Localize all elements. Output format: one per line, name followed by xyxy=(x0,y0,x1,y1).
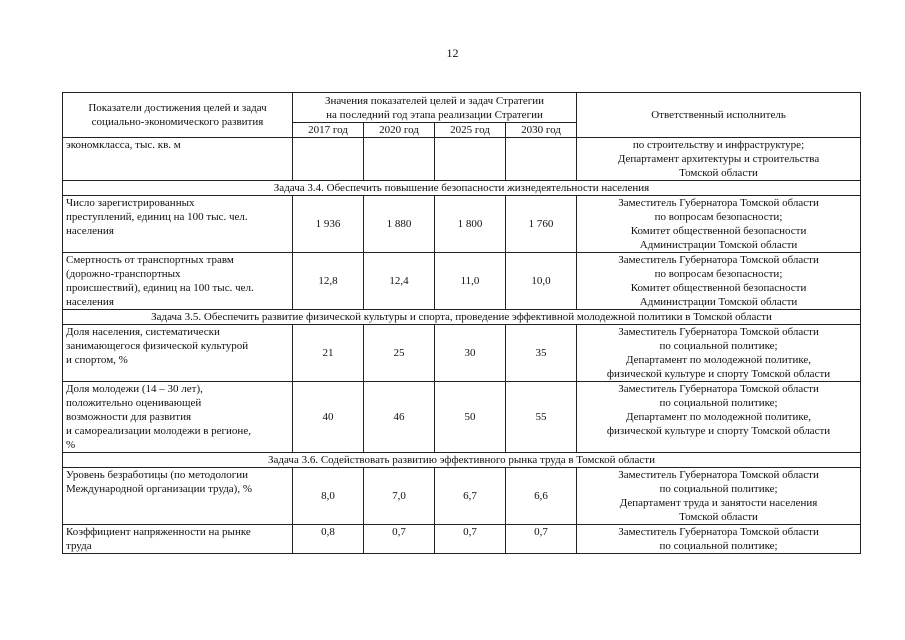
responsible-line: по вопросам безопасности; xyxy=(654,211,783,223)
indicator-line: и спортом, % xyxy=(66,354,128,366)
indicator-cell xyxy=(63,382,293,453)
value-cell xyxy=(364,138,435,181)
indicator-line: возможности для развития xyxy=(66,411,192,423)
header-values-line: Значения показателей целей и задач Стратегии xyxy=(324,94,545,107)
header-indicator-line: социально-экономического развития xyxy=(91,116,264,128)
indicator-line: (дорожно-транспортных xyxy=(66,268,181,280)
indicator-line: положительно оценивающей xyxy=(66,397,202,409)
responsible-line: Томской области xyxy=(679,167,758,179)
value-cell: 1 880 xyxy=(364,196,435,253)
indicator-line: Доля населения, систематически xyxy=(66,326,220,338)
indicator-line: населения xyxy=(66,225,114,237)
task-row xyxy=(63,310,861,325)
indicator-cell xyxy=(63,468,293,525)
value-cell: 0,8 xyxy=(293,525,364,554)
value-cell: 12,8 xyxy=(293,253,364,310)
responsible-cell xyxy=(577,468,861,525)
header-year: 2020 год xyxy=(364,123,435,138)
indicator-line: и самореализации молодежи в регионе, xyxy=(66,425,251,437)
indicator-line: населения xyxy=(66,296,114,308)
responsible-line: Заместитель Губернатора Томской области xyxy=(618,197,819,209)
responsible-line: Заместитель Губернатора Томской области xyxy=(618,526,819,538)
responsible-line: физической культуре и спорту Томской области xyxy=(606,425,831,437)
indicator-cell xyxy=(63,325,293,382)
task-row xyxy=(63,181,861,196)
value-cell xyxy=(435,138,506,181)
responsible-line: Комитет общественной безопасности xyxy=(630,282,807,294)
table-body xyxy=(63,138,861,554)
task-row xyxy=(63,453,861,468)
header-values xyxy=(293,93,577,123)
responsible-line: по социальной политике; xyxy=(659,397,778,409)
header-year: 2030 год xyxy=(506,123,577,138)
indicator-cell xyxy=(63,196,293,253)
task-heading: Задача 3.6. Содействовать развитию эффективного рынка труда в Томской области xyxy=(63,453,861,468)
responsible-line: Департамент по молодежной политике, xyxy=(626,411,812,423)
responsible-line: по строительству и инфраструктуре; xyxy=(632,139,805,151)
responsible-line: по социальной политике; xyxy=(659,540,778,552)
responsible-line: Комитет общественной безопасности xyxy=(630,225,807,237)
responsible-line: Администрации Томской области xyxy=(639,239,798,251)
responsible-line: Томской области xyxy=(679,511,758,523)
responsible-cell xyxy=(577,253,861,310)
responsible-cell xyxy=(577,525,861,554)
responsible-cell xyxy=(577,382,861,453)
indicators-table xyxy=(62,92,861,554)
indicator-line: Доля молодежи (14 – 30 лет), xyxy=(66,383,203,395)
responsible-line: Департамент архитектуры и строительства xyxy=(617,153,820,165)
value-cell: 35 xyxy=(506,325,577,382)
value-cell: 11,0 xyxy=(435,253,506,310)
responsible-line: Заместитель Губернатора Томской области xyxy=(618,469,819,481)
indicator-line: труда xyxy=(66,540,92,552)
value-cell: 8,0 xyxy=(293,468,364,525)
header-year: 2025 год xyxy=(435,123,506,138)
value-cell: 6,6 xyxy=(506,468,577,525)
indicator-line: занимающегося физической культурой xyxy=(66,340,249,352)
indicator-line: % xyxy=(66,439,76,451)
value-cell: 21 xyxy=(293,325,364,382)
header-indicator xyxy=(63,93,293,138)
table-row xyxy=(63,138,861,181)
header-responsible: Ответственный исполнитель xyxy=(577,93,861,138)
table-row xyxy=(63,253,861,310)
value-cell xyxy=(293,138,364,181)
responsible-line: Департамент труда и занятости населения xyxy=(619,497,818,509)
indicator-line: происшествий), единиц на 100 тыс. чел. xyxy=(66,282,254,294)
responsible-line: по социальной политике; xyxy=(659,340,778,352)
value-cell: 12,4 xyxy=(364,253,435,310)
value-cell: 6,7 xyxy=(435,468,506,525)
value-cell: 46 xyxy=(364,382,435,453)
responsible-line: по социальной политике; xyxy=(659,483,778,495)
task-heading: Задача 3.4. Обеспечить повышение безопасности жизнедеятельности населения xyxy=(63,181,861,196)
responsible-line: физической культуре и спорту Томской области xyxy=(606,368,831,380)
value-cell: 55 xyxy=(506,382,577,453)
header-values-line: на последний год этапа реализации Стратегии xyxy=(326,108,543,121)
responsible-line: Заместитель Губернатора Томской области xyxy=(618,326,819,338)
table-row xyxy=(63,325,861,382)
value-cell: 1 936 xyxy=(293,196,364,253)
table-row xyxy=(63,525,861,554)
table-row xyxy=(63,468,861,525)
value-cell: 0,7 xyxy=(435,525,506,554)
value-cell: 50 xyxy=(435,382,506,453)
value-cell xyxy=(506,138,577,181)
value-cell: 7,0 xyxy=(364,468,435,525)
task-heading: Задача 3.5. Обеспечить развитие физической культуры и спорта, проведение эффективной молодежной политики в Томской области xyxy=(63,310,861,325)
responsible-line: Администрации Томской области xyxy=(639,296,798,308)
value-cell: 1 760 xyxy=(506,196,577,253)
indicator-cell xyxy=(63,253,293,310)
indicator-line: Число зарегистрированных xyxy=(66,197,195,209)
table-row xyxy=(63,196,861,253)
value-cell: 1 800 xyxy=(435,196,506,253)
page-number: 12 xyxy=(446,46,459,60)
indicator-line: Смертность от транспортных травм xyxy=(66,254,234,266)
indicator-line: Международной организации труда), % xyxy=(66,483,253,495)
indicator-line: Уровень безработицы (по методологии xyxy=(66,469,249,481)
value-cell: 0,7 xyxy=(506,525,577,554)
responsible-cell xyxy=(577,196,861,253)
value-cell: 30 xyxy=(435,325,506,382)
indicator-cell xyxy=(63,138,293,181)
responsible-line: Заместитель Губернатора Томской области xyxy=(618,254,819,266)
responsible-cell xyxy=(577,325,861,382)
indicator-line: преступлений, единиц на 100 тыс. чел. xyxy=(66,211,248,223)
table-row xyxy=(63,382,861,453)
responsible-line: Департамент по молодежной политике, xyxy=(626,354,812,366)
responsible-cell xyxy=(577,138,861,181)
responsible-line: по вопросам безопасности; xyxy=(654,268,783,280)
value-cell: 10,0 xyxy=(506,253,577,310)
header-year: 2017 год xyxy=(293,123,364,138)
value-cell: 25 xyxy=(364,325,435,382)
indicator-line: экономкласса, тыс. кв. м xyxy=(66,139,181,151)
header-indicator-line: Показатели достижения целей и задач xyxy=(88,102,267,114)
responsible-line: Заместитель Губернатора Томской области xyxy=(618,383,819,395)
indicator-line: Коэффициент напряженности на рынке xyxy=(66,526,251,538)
value-cell: 40 xyxy=(293,382,364,453)
value-cell: 0,7 xyxy=(364,525,435,554)
indicator-cell xyxy=(63,525,293,554)
